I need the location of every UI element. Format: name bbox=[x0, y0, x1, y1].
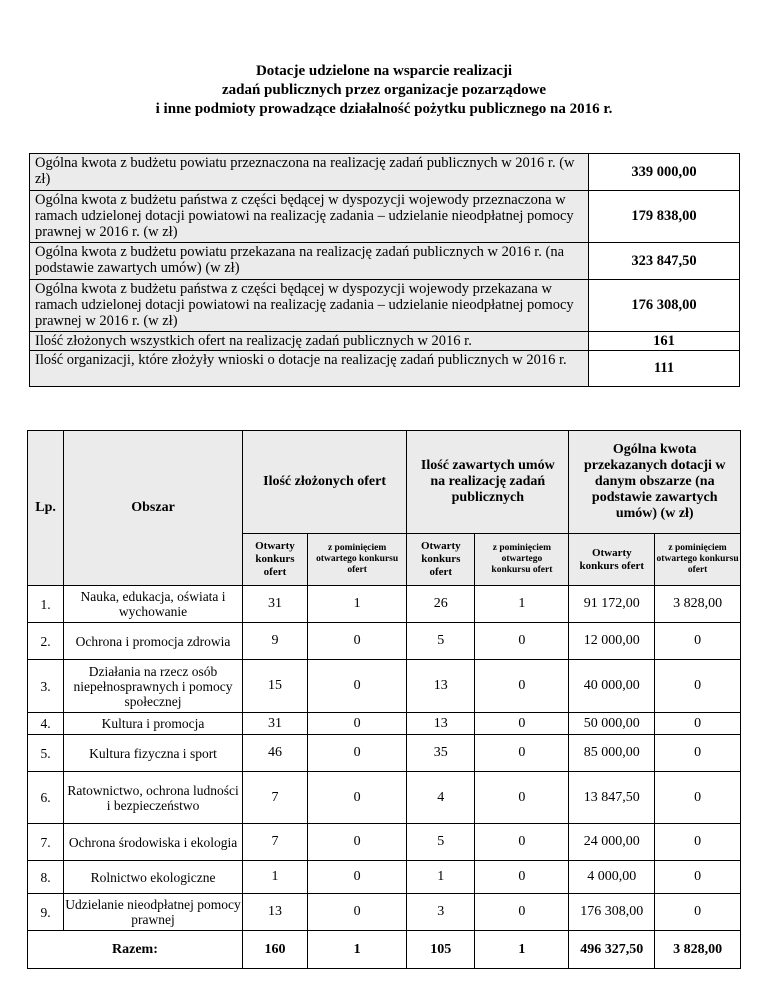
row-contracts-open: 35 bbox=[407, 735, 475, 772]
row-area: Działania na rzecz osób niepełnosprawnych i pomocy społecznej bbox=[64, 660, 243, 713]
row-area: Ochrona i promocja zdrowia bbox=[64, 623, 243, 660]
summary-row bbox=[30, 191, 740, 243]
row-offers-open: 7 bbox=[242, 824, 307, 861]
row-contracts-without: 0 bbox=[475, 735, 569, 772]
table-row bbox=[28, 861, 741, 894]
row-area: Kultura i promocja bbox=[64, 713, 243, 735]
row-lp: 4. bbox=[28, 713, 64, 735]
summary-row bbox=[30, 280, 740, 332]
row-offers-without: 0 bbox=[308, 894, 407, 931]
row-amount-open: 13 847,50 bbox=[569, 772, 655, 824]
row-area: Ochrona środowiska i ekologia bbox=[64, 824, 243, 861]
summary-label: Ilość organizacji, które złożyły wnioski o dotacje na realizację zadań publicznych w 2016 r. bbox=[30, 351, 589, 387]
table-row bbox=[28, 824, 741, 861]
title-line-1: Dotacje udzielone na wsparcie realizacji bbox=[255, 63, 513, 79]
summary-label: Ogólna kwota z budżetu państwa z części będącej w dyspozycji wojewody przekazana w ramach udzielonej dotacji powiatowi na realizację zadania – udzielanie nieodpłatnej pomocy prawnej w 2016 r. (w zł) bbox=[30, 280, 589, 332]
detail-table bbox=[27, 430, 741, 969]
row-contracts-open: 26 bbox=[407, 586, 475, 623]
header-lp: Lp. bbox=[28, 431, 64, 586]
row-contracts-without: 0 bbox=[475, 824, 569, 861]
summary-value: 323 847,50 bbox=[589, 243, 740, 280]
total-amount-without: 3 828,00 bbox=[655, 931, 741, 969]
row-lp: 5. bbox=[28, 735, 64, 772]
summary-label: Ogólna kwota z budżetu powiatu przekazana na realizację zadań publicznych w 2016 r. (na podstawie zawartych umów) (w zł) bbox=[30, 243, 589, 280]
row-amount-open: 12 000,00 bbox=[569, 623, 655, 660]
summary-value: 339 000,00 bbox=[589, 154, 740, 191]
table-row bbox=[28, 713, 741, 735]
row-area: Kultura fizyczna i sport bbox=[64, 735, 243, 772]
row-offers-open: 15 bbox=[242, 660, 307, 713]
row-offers-without: 0 bbox=[308, 623, 407, 660]
row-contracts-without: 0 bbox=[475, 623, 569, 660]
table-row bbox=[28, 586, 741, 623]
row-offers-without: 0 bbox=[308, 824, 407, 861]
row-lp: 6. bbox=[28, 772, 64, 824]
row-contracts-open: 3 bbox=[407, 894, 475, 931]
row-amount-without: 0 bbox=[655, 772, 741, 824]
row-contracts-open: 5 bbox=[407, 623, 475, 660]
total-offers-open: 160 bbox=[242, 931, 307, 969]
row-offers-without: 1 bbox=[308, 586, 407, 623]
total-row bbox=[28, 931, 741, 969]
summary-value: 179 838,00 bbox=[589, 191, 740, 243]
summary-label: Ogólna kwota z budżetu powiatu przeznaczona na realizację zadań publicznych w 2016 r. (w zł) bbox=[30, 154, 589, 191]
row-offers-open: 7 bbox=[242, 772, 307, 824]
row-contracts-open: 13 bbox=[407, 660, 475, 713]
row-lp: 3. bbox=[28, 660, 64, 713]
row-amount-open: 91 172,00 bbox=[569, 586, 655, 623]
row-lp: 9. bbox=[28, 894, 64, 931]
subheader-open-contest: Otwarty konkurs ofert bbox=[569, 534, 655, 586]
summary-row bbox=[30, 332, 740, 351]
summary-row bbox=[30, 351, 740, 387]
row-amount-open: 4 000,00 bbox=[569, 861, 655, 894]
row-amount-without: 0 bbox=[655, 713, 741, 735]
row-lp: 8. bbox=[28, 861, 64, 894]
row-area: Nauka, edukacja, oświata i wychowanie bbox=[64, 586, 243, 623]
summary-row bbox=[30, 154, 740, 191]
title-line-3: i inne podmioty prowadzące działalność pożytku publicznego na 2016 r. bbox=[155, 101, 613, 117]
subheader-open-contest: Otwarty konkurs ofert bbox=[407, 534, 475, 586]
header-amount: Ogólna kwota przekazanych dotacji w danym obszarze (na podstawie zawartych umów) (w zł) bbox=[569, 431, 741, 534]
row-contracts-without: 0 bbox=[475, 660, 569, 713]
row-amount-without: 0 bbox=[655, 735, 741, 772]
row-amount-without: 3 828,00 bbox=[655, 586, 741, 623]
row-amount-without: 0 bbox=[655, 861, 741, 894]
summary-label: Ogólna kwota z budżetu państwa z części będącej w dyspozycji wojewody przeznaczona w ramach udzielonej dotacji powiatowi na realizację zadania – udzielanie nieodpłatnej pomocy prawnej w 2016 r. (w zł) bbox=[30, 191, 589, 243]
subheader-without-contest: z pominięciem otwartego konkursu ofert bbox=[655, 534, 741, 586]
document-title bbox=[0, 62, 768, 119]
header-contracts: Ilość zawartych umów na realizację zadań publicznych bbox=[407, 431, 569, 534]
row-offers-open: 13 bbox=[242, 894, 307, 931]
row-contracts-without: 0 bbox=[475, 861, 569, 894]
row-contracts-without: 0 bbox=[475, 894, 569, 931]
summary-row bbox=[30, 243, 740, 280]
row-amount-open: 176 308,00 bbox=[569, 894, 655, 931]
row-contracts-without: 0 bbox=[475, 772, 569, 824]
row-offers-open: 46 bbox=[242, 735, 307, 772]
row-area: Udzielanie nieodpłatnej pomocy prawnej bbox=[64, 894, 243, 931]
row-offers-without: 0 bbox=[308, 660, 407, 713]
row-contracts-open: 1 bbox=[407, 861, 475, 894]
row-amount-open: 40 000,00 bbox=[569, 660, 655, 713]
row-offers-open: 9 bbox=[242, 623, 307, 660]
row-contracts-open: 4 bbox=[407, 772, 475, 824]
total-contracts-open: 105 bbox=[407, 931, 475, 969]
row-contracts-open: 13 bbox=[407, 713, 475, 735]
row-lp: 1. bbox=[28, 586, 64, 623]
row-lp: 2. bbox=[28, 623, 64, 660]
row-amount-open: 50 000,00 bbox=[569, 713, 655, 735]
table-row bbox=[28, 660, 741, 713]
row-amount-open: 24 000,00 bbox=[569, 824, 655, 861]
total-offers-without: 1 bbox=[308, 931, 407, 969]
table-row bbox=[28, 735, 741, 772]
row-offers-without: 0 bbox=[308, 772, 407, 824]
table-row bbox=[28, 894, 741, 931]
row-amount-without: 0 bbox=[655, 824, 741, 861]
row-amount-open: 85 000,00 bbox=[569, 735, 655, 772]
table-row bbox=[28, 623, 741, 660]
summary-value: 161 bbox=[589, 332, 740, 351]
row-area: Ratownictwo, ochrona ludności i bezpieczeństwo bbox=[64, 772, 243, 824]
total-amount-open: 496 327,50 bbox=[569, 931, 655, 969]
row-offers-without: 0 bbox=[308, 713, 407, 735]
header-offers: Ilość złożonych ofert bbox=[242, 431, 406, 534]
row-offers-open: 31 bbox=[242, 586, 307, 623]
row-offers-open: 1 bbox=[242, 861, 307, 894]
subheader-open-contest: Otwarty konkurs ofert bbox=[242, 534, 307, 586]
row-amount-without: 0 bbox=[655, 623, 741, 660]
row-offers-open: 31 bbox=[242, 713, 307, 735]
row-contracts-without: 0 bbox=[475, 713, 569, 735]
table-row bbox=[28, 772, 741, 824]
row-amount-without: 0 bbox=[655, 894, 741, 931]
row-contracts-without: 1 bbox=[475, 586, 569, 623]
subheader-without-contest: z pominięciem otwartego konkursu ofert bbox=[475, 534, 569, 586]
row-area: Rolnictwo ekologiczne bbox=[64, 861, 243, 894]
title-line-2: zadań publicznych przez organizacje pozarządowe bbox=[221, 82, 547, 98]
row-offers-without: 0 bbox=[308, 861, 407, 894]
summary-label: Ilość złożonych wszystkich ofert na realizację zadań publicznych w 2016 r. bbox=[30, 332, 589, 351]
summary-value: 111 bbox=[589, 351, 740, 387]
summary-table bbox=[29, 153, 740, 387]
row-offers-without: 0 bbox=[308, 735, 407, 772]
summary-value: 176 308,00 bbox=[589, 280, 740, 332]
total-contracts-without: 1 bbox=[475, 931, 569, 969]
row-amount-without: 0 bbox=[655, 660, 741, 713]
subheader-without-contest: z pominięciem otwartego konkursu ofert bbox=[308, 534, 407, 586]
header-area: Obszar bbox=[64, 431, 243, 586]
row-lp: 7. bbox=[28, 824, 64, 861]
row-contracts-open: 5 bbox=[407, 824, 475, 861]
total-label: Razem: bbox=[28, 931, 243, 969]
